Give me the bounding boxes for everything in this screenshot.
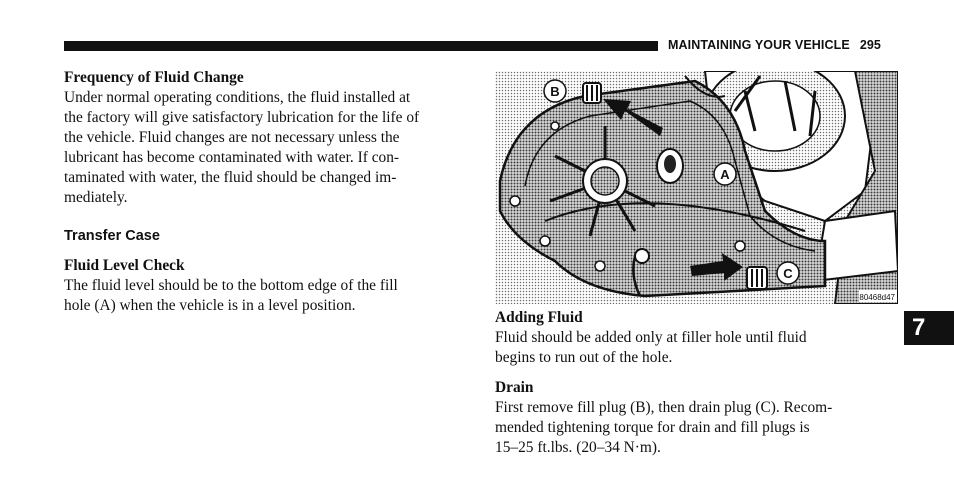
header-rule [64, 41, 658, 51]
frequency-line: lubricant has become contaminated with water. If con- [64, 149, 400, 166]
section-title: MAINTAINING YOUR VEHICLE [668, 38, 850, 52]
chapter-number: 7 [912, 314, 926, 341]
page-number: 295 [859, 38, 881, 52]
callout-b [544, 80, 566, 102]
fluid-level-line: The fluid level should be to the bottom edge of the fill [64, 277, 398, 294]
transfer-case-heading: Transfer Case [64, 228, 160, 244]
callout-a-label: A [720, 167, 730, 182]
drain-line: 15–25 ft.lbs. (20–34 N·m). [495, 439, 661, 456]
frequency-line: taminated with water, the fluid should be changed im- [64, 169, 397, 186]
figure-code: 80468d47 [859, 293, 895, 302]
callout-a [714, 163, 736, 185]
fluid-level-heading: Fluid Level Check [64, 257, 185, 274]
frequency-line: the factory will give satisfactory lubrication for the life of [64, 109, 420, 126]
drain-heading: Drain [495, 379, 534, 396]
left-column [64, 68, 467, 316]
adding-fluid-heading: Adding Fluid [495, 309, 583, 326]
frequency-line: Under normal operating conditions, the fluid installed at [64, 89, 411, 106]
callout-c-label: C [783, 266, 793, 281]
adding-fluid-line: Fluid should be added only at filler hole until fluid [495, 329, 807, 346]
frequency-line: the vehicle. Fluid changes are not necessary unless the [64, 129, 400, 146]
running-header [668, 38, 908, 52]
drain-line: First remove fill plug (B), then drain plug (C). Recom- [495, 399, 833, 416]
drain-line: mended tightening torque for drain and fill plugs is [495, 419, 810, 436]
callout-b-label: B [550, 84, 560, 99]
callout-c [777, 262, 799, 284]
frequency-line: mediately. [64, 189, 128, 206]
frequency-heading: Frequency of Fluid Change [64, 69, 244, 86]
fluid-level-line: hole (A) when the vehicle is in a level position. [64, 297, 356, 314]
right-column [495, 308, 898, 458]
adding-fluid-line: begins to run out of the hole. [495, 349, 673, 366]
transfer-case-illustration [495, 71, 898, 304]
chapter-tab [904, 311, 954, 345]
